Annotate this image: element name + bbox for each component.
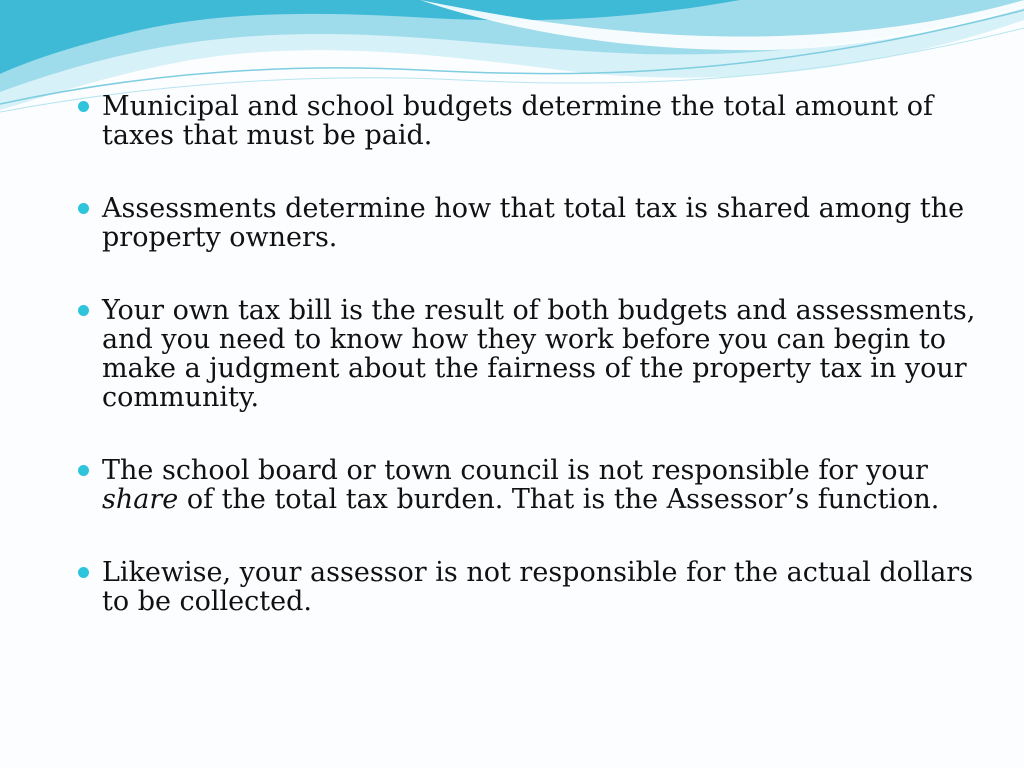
bullet-dot-icon <box>78 305 89 316</box>
bullet-dot-icon <box>78 567 89 578</box>
bullet-item-tax-bill <box>78 296 978 412</box>
bullet-item-school-board <box>78 456 978 514</box>
bullet-item-assessments <box>78 194 978 252</box>
bullet-text: Your own tax bill is the result of both budgets and assessments, and you need to know how they work before you can begin to make a judgment about the fairness of the property tax in your community. <box>102 295 976 413</box>
bullet-text-emphasis: share <box>102 484 179 515</box>
bullet-item-budgets <box>78 92 978 150</box>
bullet-text-pre: The school board or town council is not responsible for your <box>102 455 928 486</box>
bullet-text: Municipal and school budgets determine the total amount of taxes that must be paid. <box>102 91 934 151</box>
slide-body <box>78 92 978 660</box>
bullet-item-assessor <box>78 558 978 616</box>
bullet-text: Likewise, your assessor is not responsible for the actual dollars to be collected. <box>102 557 974 617</box>
bullet-text-post: of the total tax burden. That is the Assessor’s function. <box>178 484 940 515</box>
bullet-dot-icon <box>78 101 89 112</box>
bullet-list <box>78 92 978 616</box>
bullet-text: Assessments determine how that total tax is shared among the property owners. <box>102 193 965 253</box>
bullet-dot-icon <box>78 465 89 476</box>
bullet-dot-icon <box>78 203 89 214</box>
